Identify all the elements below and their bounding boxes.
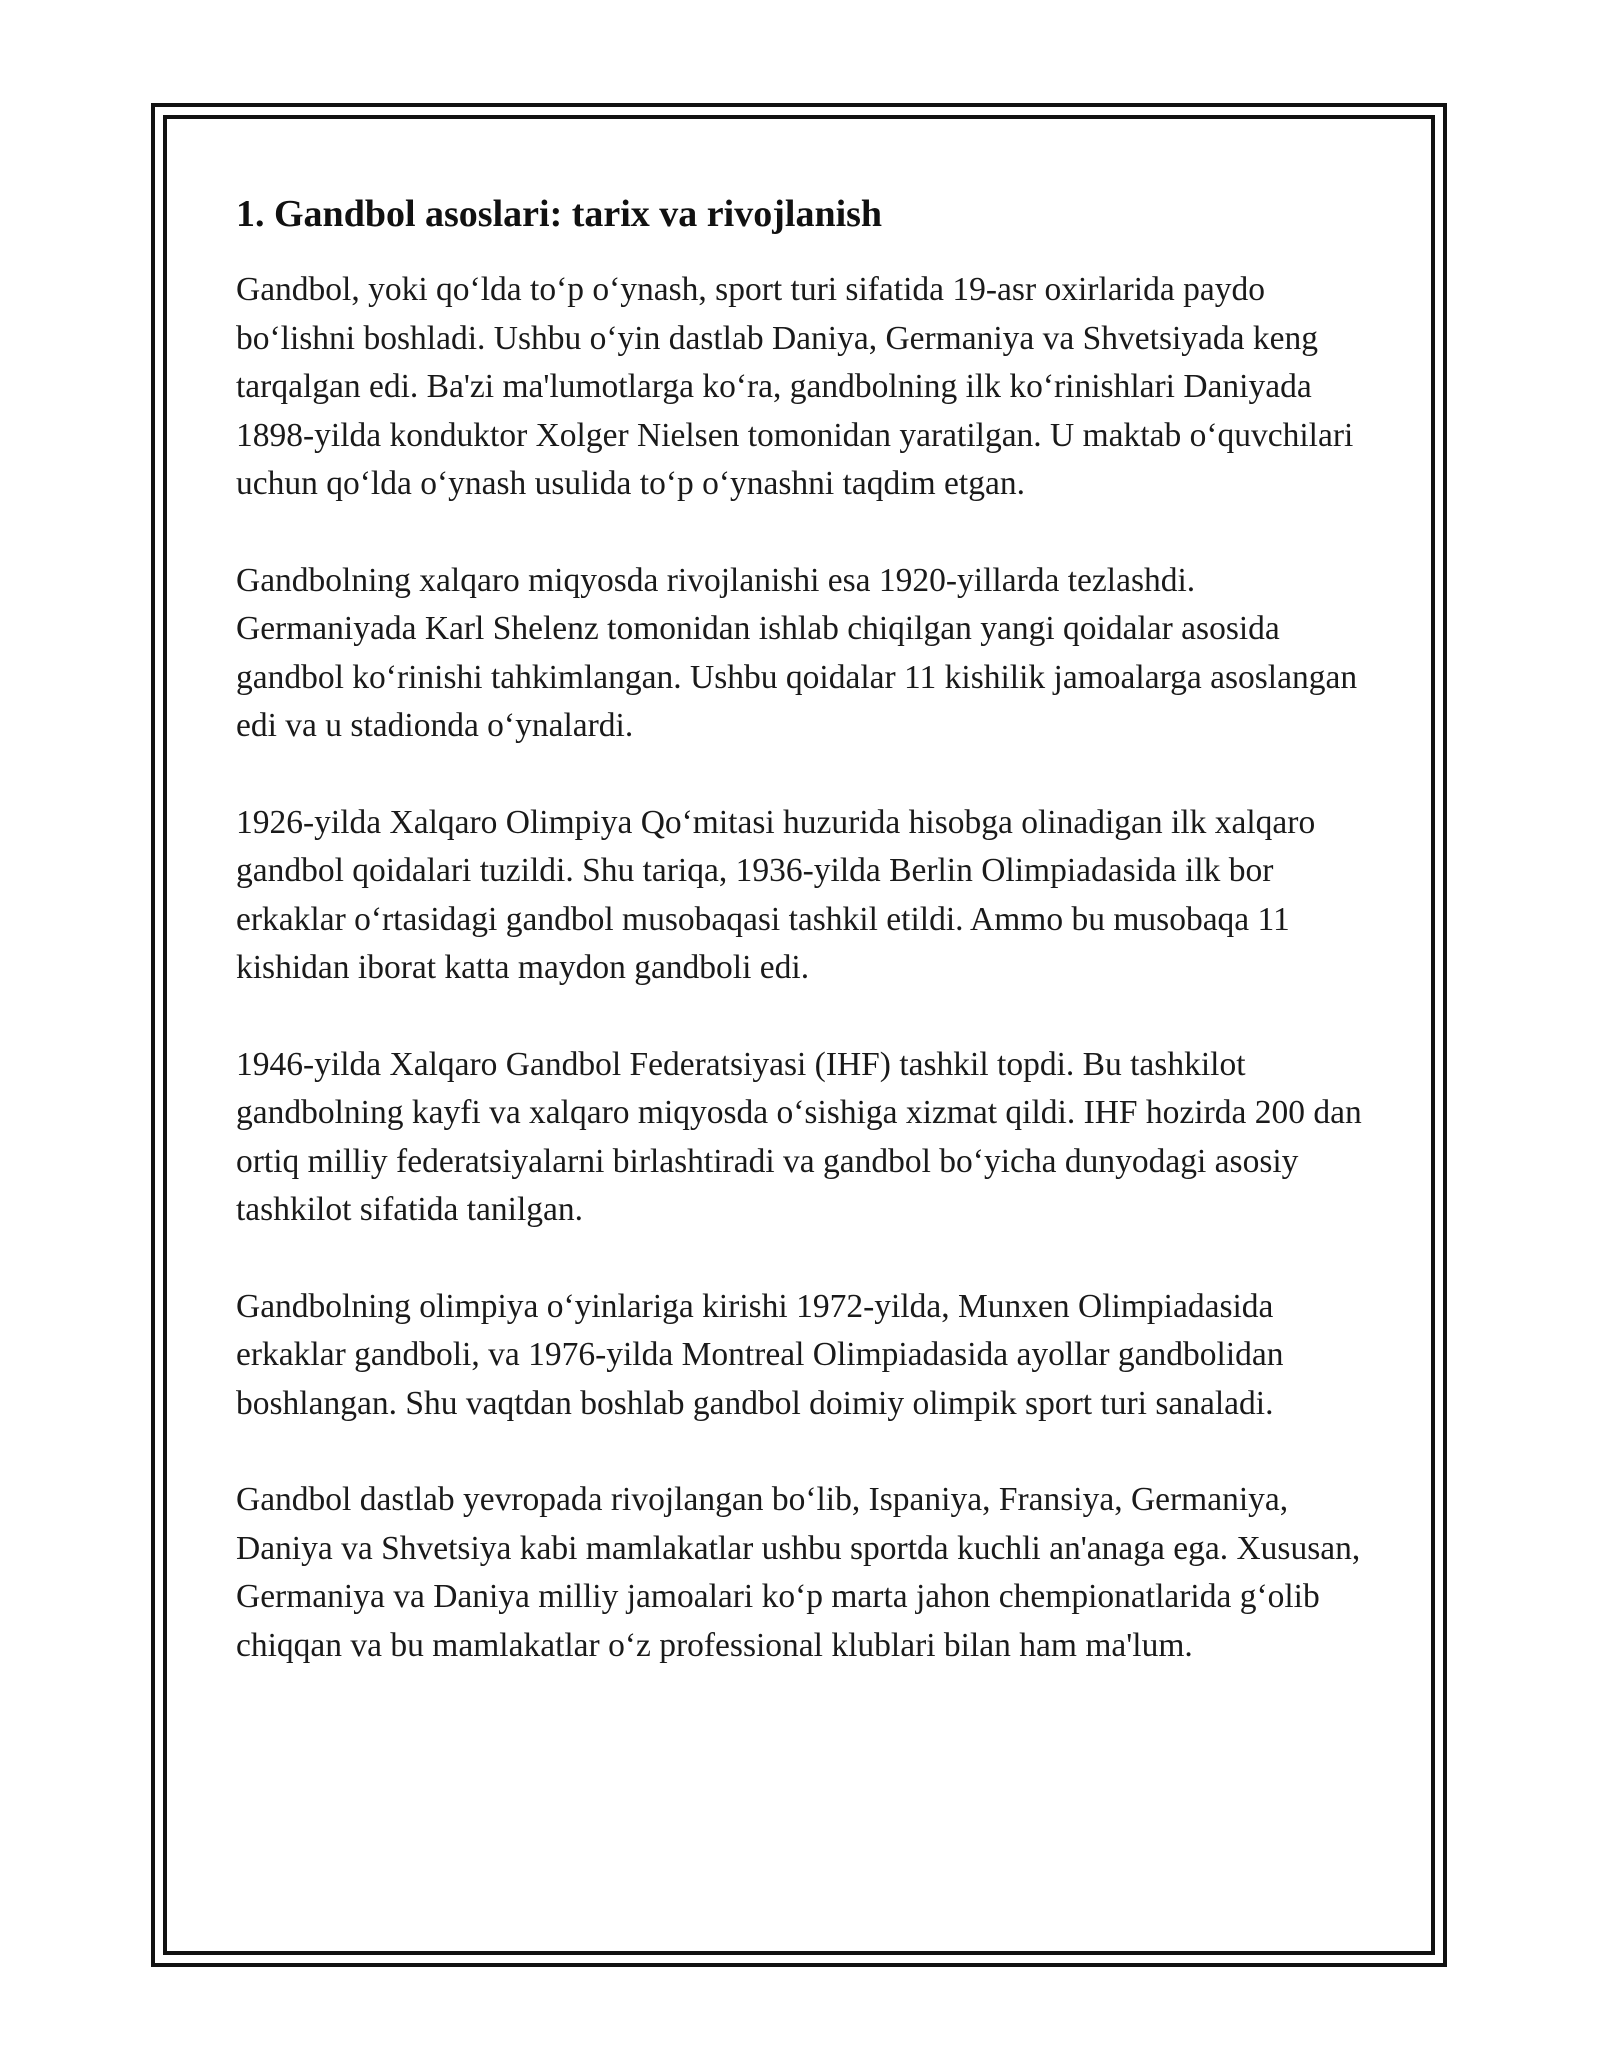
paragraph-olympic-entry: Gandbolning olimpiya oʻyinlariga kirishi 1972-yilda, Munxen Olimpiadasida erkaklar gandboli, va 1976-yilda Montreal Olimpiadasida ayollar gandbolidan boshlangan. Shu vaqtdan boshlab gandbol doimiy olimpik sport turi sanaladi.: [236, 1287, 1284, 1422]
paragraph-international-development: Gandbolning xalqaro miqyosda rivojlanishi esa 1920-yillarda tezlashdi. Germaniyada Karl Shelenz tomonidan ishlab chiqilgan yangi qoidalar asosida gandbol koʻrinishi tahkimlangan. Ushbu qoidalar 11 kishilik jamoalarga asoslangan edi va u stadionda oʻynalardi.: [236, 561, 1358, 744]
section-heading: 1. Gandbol asoslari: tarix va rivojlanish: [236, 193, 883, 235]
paragraph-origins: Gandbol, yoki qoʻlda toʻp oʻynash, sport turi sifatida 19-asr oxirlarida paydo boʻlishni boshladi. Ushbu oʻyin dastlab Daniya, Germaniya va Shvetsiyada keng tarqalgan edi. Ba'zi ma'lumotlarga koʻra, gandbolning ilk koʻrinishlari Daniyada 1898-yilda konduktor Xolger Nielsen tomonidan yaratilgan. U maktab oʻquvchilari uchun qoʻlda oʻynash usulida toʻp oʻynashni taqdim etgan.: [236, 271, 1354, 502]
paragraph-ihf: 1946-yilda Xalqaro Gandbol Federatsiyasi (IHF) tashkil topdi. Bu tashkilot gandbolning kayfi va xalqaro miqyosda oʻsishiga xizmat qildi. IHF hozirda 200 dan ortiq milliy federatsiyalarni birlashtiradi va gandbol boʻyicha dunyodagi asosiy tashkilot sifatida tanilgan.: [236, 1045, 1362, 1228]
document-body: [236, 188, 1376, 1718]
paragraph-olympic-rules: 1926-yilda Xalqaro Olimpiya Qoʻmitasi huzurida hisobga olinadigan ilk xalqaro gandbol qoidalari tuzildi. Shu tariqa, 1936-yilda Berlin Olimpiadasida ilk bor erkaklar oʻrtasidagi gandbol musobaqasi tashkil etildi. Ammo bu musobaqa 11 kishidan iborat katta maydon gandboli edi.: [236, 803, 1316, 986]
paragraph-europe: Gandbol dastlab yevropada rivojlangan boʻlib, Ispaniya, Fransiya, Germaniya, Daniya va Shvetsiya kabi mamlakatlar ushbu sportda kuchli an'anaga ega. Xususan, Germaniya va Daniya milliy jamoalari koʻp marta jahon chempionatlarida gʻolib chiqqan va bu mamlakatlar oʻz professional klublari bilan ham ma'lum.: [236, 1481, 1361, 1664]
